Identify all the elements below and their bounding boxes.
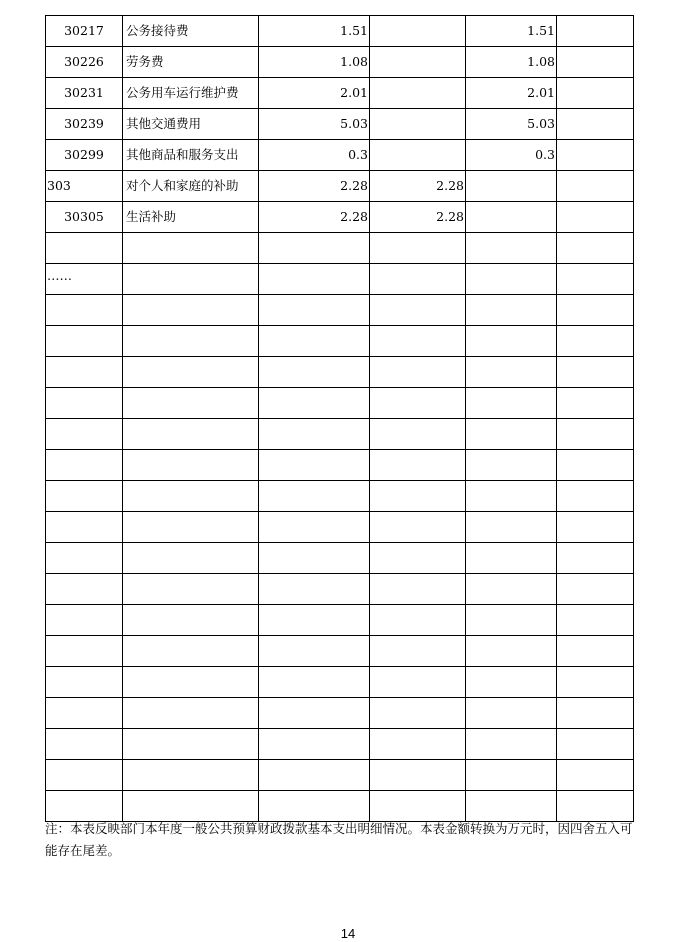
- other-cell: [557, 47, 634, 78]
- table-row: [46, 605, 634, 636]
- table-row: [46, 574, 634, 605]
- other-cell: [557, 512, 634, 543]
- personnel-amount-cell: 2.28: [370, 202, 466, 233]
- economic-code-cell: [46, 450, 123, 481]
- economic-code-cell: 30305: [46, 202, 123, 233]
- item-name-cell: 其他交通费用: [123, 109, 259, 140]
- public-amount-cell: [466, 667, 557, 698]
- item-name-cell: [123, 388, 259, 419]
- public-amount-cell: [466, 791, 557, 822]
- public-amount-cell: [466, 295, 557, 326]
- table-body: [46, 16, 634, 822]
- table-row: [46, 419, 634, 450]
- total-amount-cell: [259, 419, 370, 450]
- economic-code-cell: [46, 357, 123, 388]
- total-amount-cell: [259, 543, 370, 574]
- personnel-amount-cell: [370, 109, 466, 140]
- total-amount-cell: 1.51: [259, 16, 370, 47]
- item-name-cell: 其他商品和服务支出: [123, 140, 259, 171]
- economic-code-cell: [46, 543, 123, 574]
- total-amount-cell: [259, 574, 370, 605]
- other-cell: [557, 543, 634, 574]
- personnel-amount-cell: [370, 419, 466, 450]
- other-cell: [557, 16, 634, 47]
- total-amount-cell: 2.28: [259, 202, 370, 233]
- personnel-amount-cell: [370, 233, 466, 264]
- table-row: [46, 47, 634, 78]
- other-cell: [557, 636, 634, 667]
- economic-code-cell: 30226: [46, 47, 123, 78]
- public-amount-cell: [466, 388, 557, 419]
- public-amount-cell: 5.03: [466, 109, 557, 140]
- public-amount-cell: [466, 264, 557, 295]
- item-name-cell: [123, 326, 259, 357]
- economic-code-cell: [46, 512, 123, 543]
- public-amount-cell: [466, 419, 557, 450]
- personnel-amount-cell: [370, 729, 466, 760]
- table-row: [46, 636, 634, 667]
- personnel-amount-cell: [370, 543, 466, 574]
- public-amount-cell: [466, 574, 557, 605]
- other-cell: [557, 574, 634, 605]
- budget-expenditure-table: [45, 15, 634, 822]
- personnel-amount-cell: [370, 698, 466, 729]
- public-amount-cell: [466, 512, 557, 543]
- other-cell: [557, 667, 634, 698]
- economic-code-cell: [46, 698, 123, 729]
- item-name-cell: [123, 264, 259, 295]
- item-name-cell: [123, 698, 259, 729]
- personnel-amount-cell: [370, 16, 466, 47]
- personnel-amount-cell: [370, 388, 466, 419]
- personnel-amount-cell: 2.28: [370, 171, 466, 202]
- personnel-amount-cell: [370, 605, 466, 636]
- table-row: [46, 388, 634, 419]
- total-amount-cell: [259, 698, 370, 729]
- economic-code-cell: [46, 636, 123, 667]
- item-name-cell: [123, 419, 259, 450]
- total-amount-cell: [259, 667, 370, 698]
- table-row: [46, 512, 634, 543]
- item-name-cell: 对个人和家庭的补助: [123, 171, 259, 202]
- personnel-amount-cell: [370, 47, 466, 78]
- other-cell: [557, 109, 634, 140]
- other-cell: [557, 760, 634, 791]
- item-name-cell: 公务接待费: [123, 16, 259, 47]
- personnel-amount-cell: [370, 760, 466, 791]
- other-cell: [557, 295, 634, 326]
- total-amount-cell: [259, 760, 370, 791]
- personnel-amount-cell: [370, 791, 466, 822]
- other-cell: [557, 78, 634, 109]
- other-cell: [557, 202, 634, 233]
- public-amount-cell: [466, 543, 557, 574]
- total-amount-cell: 5.03: [259, 109, 370, 140]
- total-amount-cell: [259, 729, 370, 760]
- economic-code-cell: 30217: [46, 16, 123, 47]
- public-amount-cell: 2.01: [466, 78, 557, 109]
- table-row: [46, 791, 634, 822]
- other-cell: [557, 791, 634, 822]
- public-amount-cell: 1.08: [466, 47, 557, 78]
- item-name-cell: [123, 481, 259, 512]
- public-amount-cell: [466, 357, 557, 388]
- other-cell: [557, 481, 634, 512]
- total-amount-cell: 2.28: [259, 171, 370, 202]
- item-name-cell: [123, 729, 259, 760]
- other-cell: [557, 264, 634, 295]
- economic-code-cell: [46, 419, 123, 450]
- table-row: [46, 295, 634, 326]
- table-row: [46, 326, 634, 357]
- personnel-amount-cell: [370, 140, 466, 171]
- public-amount-cell: [466, 326, 557, 357]
- personnel-amount-cell: [370, 481, 466, 512]
- total-amount-cell: [259, 605, 370, 636]
- public-amount-cell: [466, 605, 557, 636]
- other-cell: [557, 233, 634, 264]
- public-amount-cell: [466, 698, 557, 729]
- total-amount-cell: [259, 512, 370, 543]
- table-row: [46, 171, 634, 202]
- item-name-cell: [123, 667, 259, 698]
- total-amount-cell: [259, 264, 370, 295]
- total-amount-cell: [259, 636, 370, 667]
- personnel-amount-cell: [370, 636, 466, 667]
- item-name-cell: [123, 760, 259, 791]
- public-amount-cell: [466, 481, 557, 512]
- table-row: [46, 450, 634, 481]
- total-amount-cell: [259, 791, 370, 822]
- table-row: [46, 264, 634, 295]
- personnel-amount-cell: [370, 326, 466, 357]
- table-row: [46, 233, 634, 264]
- public-amount-cell: [466, 760, 557, 791]
- table-row: [46, 729, 634, 760]
- public-amount-cell: [466, 171, 557, 202]
- item-name-cell: [123, 574, 259, 605]
- other-cell: [557, 388, 634, 419]
- economic-code-cell: ……: [46, 264, 123, 295]
- other-cell: [557, 357, 634, 388]
- economic-code-cell: 303: [46, 171, 123, 202]
- table-row: [46, 357, 634, 388]
- other-cell: [557, 326, 634, 357]
- item-name-cell: [123, 605, 259, 636]
- item-name-cell: [123, 543, 259, 574]
- personnel-amount-cell: [370, 78, 466, 109]
- public-amount-cell: [466, 233, 557, 264]
- total-amount-cell: [259, 326, 370, 357]
- personnel-amount-cell: [370, 574, 466, 605]
- item-name-cell: [123, 233, 259, 264]
- economic-code-cell: [46, 760, 123, 791]
- total-amount-cell: 2.01: [259, 78, 370, 109]
- economic-code-cell: [46, 729, 123, 760]
- economic-code-cell: [46, 791, 123, 822]
- economic-code-cell: [46, 667, 123, 698]
- personnel-amount-cell: [370, 357, 466, 388]
- economic-code-cell: [46, 574, 123, 605]
- other-cell: [557, 140, 634, 171]
- table-row: [46, 16, 634, 47]
- other-cell: [557, 171, 634, 202]
- total-amount-cell: [259, 481, 370, 512]
- personnel-amount-cell: [370, 512, 466, 543]
- economic-code-cell: [46, 326, 123, 357]
- table-row: [46, 760, 634, 791]
- public-amount-cell: 0.3: [466, 140, 557, 171]
- item-name-cell: 劳务费: [123, 47, 259, 78]
- public-amount-cell: [466, 729, 557, 760]
- other-cell: [557, 605, 634, 636]
- table-row: [46, 202, 634, 233]
- public-amount-cell: [466, 450, 557, 481]
- item-name-cell: [123, 636, 259, 667]
- economic-code-cell: 30299: [46, 140, 123, 171]
- public-amount-cell: [466, 636, 557, 667]
- economic-code-cell: 30239: [46, 109, 123, 140]
- public-amount-cell: 1.51: [466, 16, 557, 47]
- table-footnote: 注：本表反映部门本年度一般公共预算财政拨款基本支出明细情况。本表金额转换为万元时，因四舍五入可能存在尾差。: [45, 821, 633, 858]
- personnel-amount-cell: [370, 450, 466, 481]
- other-cell: [557, 419, 634, 450]
- total-amount-cell: [259, 357, 370, 388]
- item-name-cell: 生活补助: [123, 202, 259, 233]
- table-row: [46, 543, 634, 574]
- table-row: [46, 109, 634, 140]
- economic-code-cell: [46, 481, 123, 512]
- table-row: [46, 481, 634, 512]
- table-row: [46, 140, 634, 171]
- economic-code-cell: [46, 295, 123, 326]
- economic-code-cell: [46, 388, 123, 419]
- total-amount-cell: [259, 450, 370, 481]
- personnel-amount-cell: [370, 295, 466, 326]
- table-row: [46, 667, 634, 698]
- economic-code-cell: [46, 233, 123, 264]
- table-row: [46, 78, 634, 109]
- total-amount-cell: [259, 295, 370, 326]
- total-amount-cell: [259, 233, 370, 264]
- item-name-cell: [123, 357, 259, 388]
- item-name-cell: [123, 791, 259, 822]
- public-amount-cell: [466, 202, 557, 233]
- personnel-amount-cell: [370, 264, 466, 295]
- other-cell: [557, 450, 634, 481]
- item-name-cell: [123, 450, 259, 481]
- total-amount-cell: 1.08: [259, 47, 370, 78]
- total-amount-cell: 0.3: [259, 140, 370, 171]
- total-amount-cell: [259, 388, 370, 419]
- economic-code-cell: [46, 605, 123, 636]
- item-name-cell: [123, 295, 259, 326]
- personnel-amount-cell: [370, 667, 466, 698]
- table-row: [46, 698, 634, 729]
- item-name-cell: [123, 512, 259, 543]
- other-cell: [557, 729, 634, 760]
- other-cell: [557, 698, 634, 729]
- item-name-cell: 公务用车运行维护费: [123, 78, 259, 109]
- economic-code-cell: 30231: [46, 78, 123, 109]
- page-number: 14: [340, 926, 356, 941]
